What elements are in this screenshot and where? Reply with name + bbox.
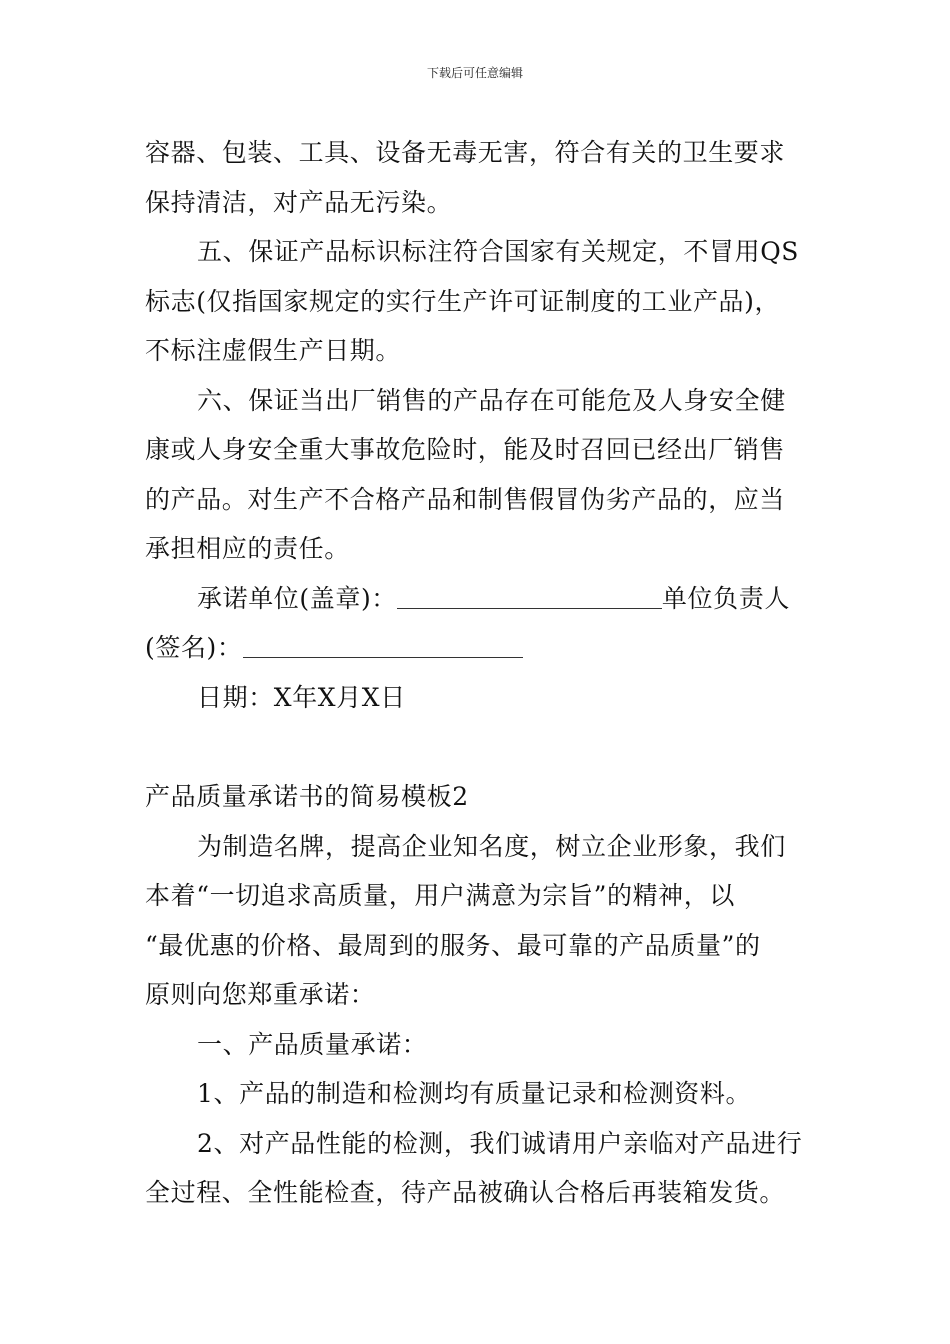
sign-label: (签名)： [145, 633, 243, 662]
paragraph-line: 1、产品的制造和检测均有质量记录和检测资料。 [197, 1079, 752, 1108]
paragraph-line: 为制造名牌，提高企业知名度，树立企业形象，我们 [197, 831, 786, 861]
paragraph-line: 不标注虚假生产日期。 [145, 336, 402, 365]
paragraph-line: 原则向您郑重承诺： [145, 980, 376, 1009]
paragraph-line: 标志(仅指国家规定的实行生产许可证制度的工业产品)， [145, 286, 781, 316]
date-line: 日期：X年X月X日 [197, 682, 406, 712]
document-body [145, 128, 810, 1218]
paragraph-line: 康或人身安全重大事故危险时，能及时召回已经出厂销售 [145, 435, 786, 464]
signature-line-sign [145, 623, 810, 673]
sign-blank [243, 635, 523, 658]
unit-seal-label: 承诺单位(盖章)： [197, 583, 397, 613]
header-note: 下载后可任意编辑 [426, 66, 523, 80]
paragraph-line: 一、产品质量承诺： [197, 1029, 428, 1059]
paragraph-line: 五、保证产品标识标注符合国家有关规定，不冒用QS [197, 237, 800, 266]
section-gap [145, 722, 810, 772]
paragraph-line: 承担相应的责任。 [145, 534, 350, 563]
unit-leader-label: 单位负责人 [661, 583, 790, 613]
signature-line-unit [145, 574, 810, 624]
paragraph-line: 全过程、全性能检查，待产品被确认合格后再装箱发货。 [145, 1178, 786, 1207]
section-title: 产品质量承诺书的简易模板2 [145, 782, 469, 811]
paragraph-line: 的产品。对生产不合格产品和制售假冒伪劣产品的，应当 [145, 484, 786, 514]
paragraph-line: 六、保证当出厂销售的产品存在可能危及人身安全健 [197, 385, 786, 415]
paragraph-line: 本着“一切追求高质量，用户满意为宗旨”的精神，以 [145, 881, 735, 910]
paragraph-line: 容器、包装、工具、设备无毒无害，符合有关的卫生要求 [145, 138, 786, 167]
paragraph-line: “最优惠的价格、最周到的服务、最可靠的产品质量”的 [145, 930, 761, 960]
paragraph-line: 2、对产品性能的检测，我们诚请用户亲临对产品进行 [197, 1128, 803, 1158]
unit-seal-blank [397, 586, 662, 609]
paragraph-line: 保持清洁，对产品无污染。 [145, 187, 453, 217]
